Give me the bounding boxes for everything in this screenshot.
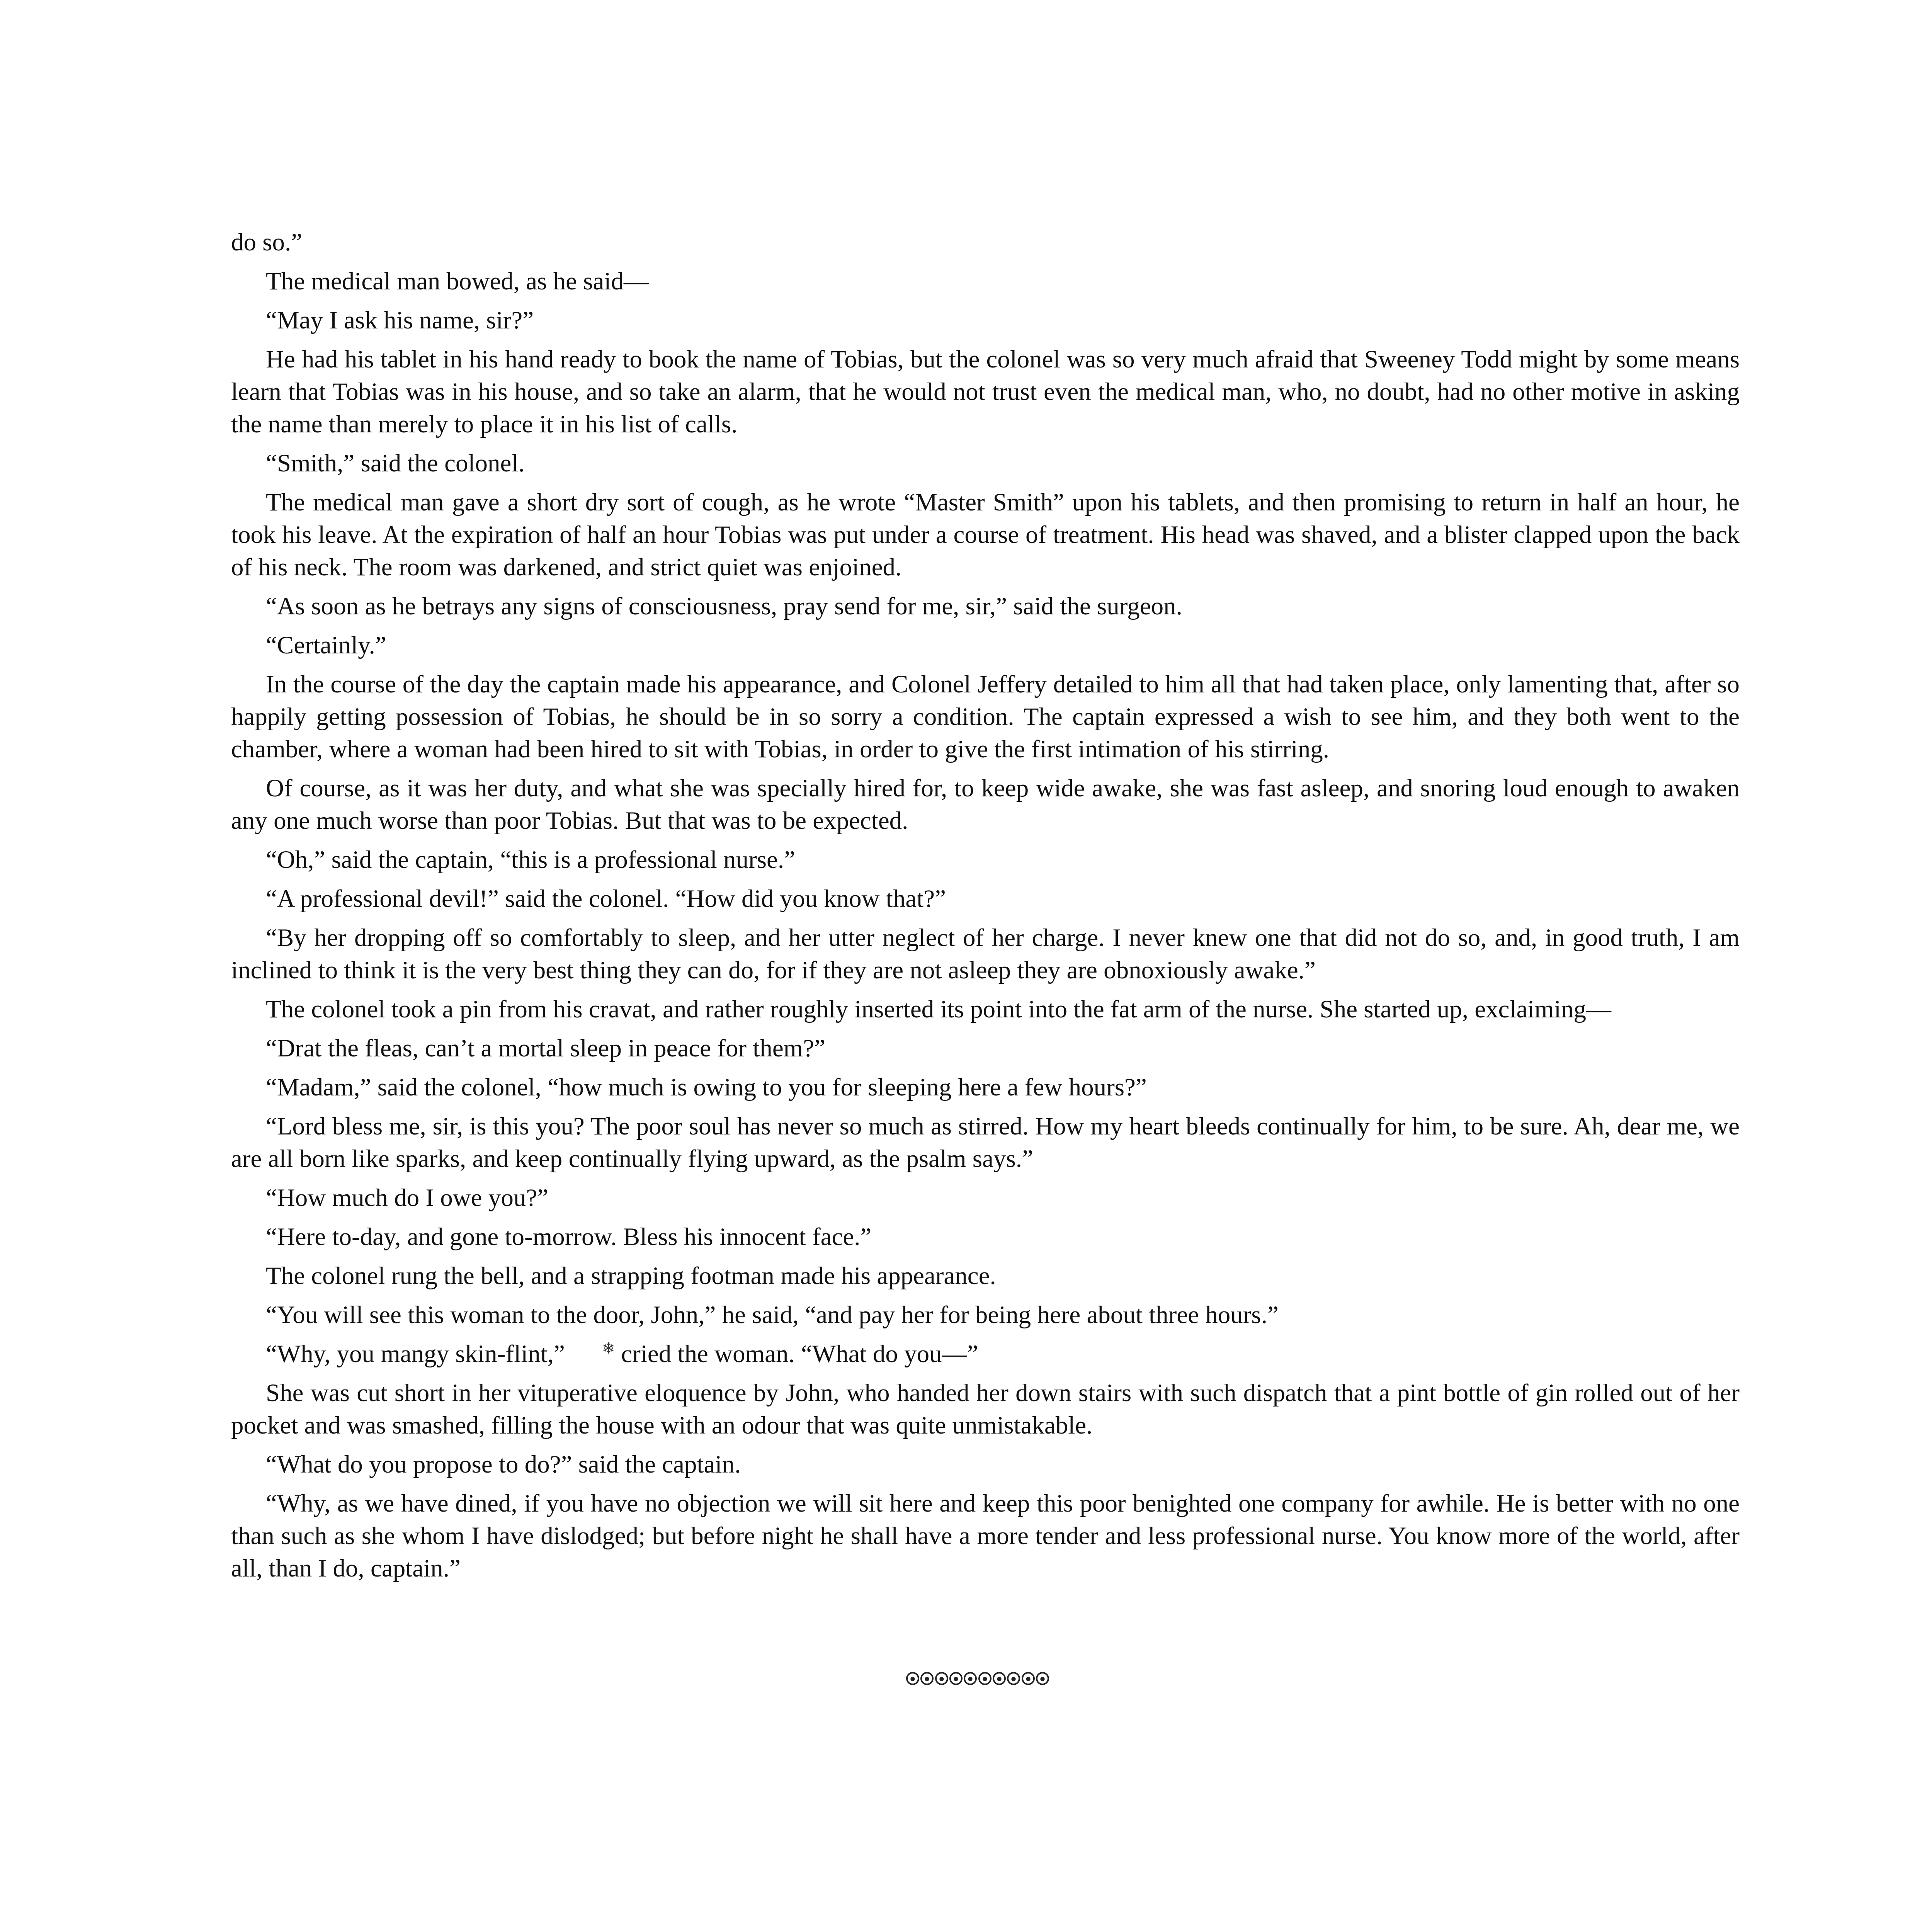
paragraph: “Here to-day, and gone to-morrow. Bless his innocent face.” — [266, 1223, 872, 1251]
paragraph: “Smith,” said the colonel. — [266, 449, 525, 477]
paragraph: do so.” — [231, 228, 303, 256]
paragraph: The medical man gave a short dry sort of cough, as he wrote “Master Smith” upon his tablets, and then promising to return in half an hour, he took his leave. At the expiration of half an hour Tobias was put under a course of treatment. His head was shaved, and a blister clapped upon the back of his neck. The room was darkened, and strict quiet was enjoined. — [231, 488, 1740, 581]
paragraph-with-footnote — [231, 1338, 1740, 1370]
paragraph: He had his tablet in his hand ready to book the name of Tobias, but the colonel was so very much afraid that Sweeney Todd might by some means learn that Tobias was in his house, and so take an alarm, that he would not trust even the medical man, who, no doubt, had no other motive in asking the name than merely to place it in his list of calls. — [231, 345, 1740, 438]
paragraph: “Madam,” said the colonel, “how much is owing to you for sleeping here a few hours?” — [266, 1073, 1147, 1101]
paragraph: She was cut short in her vituperative eloquence by John, who handed her down stairs with such dispatch that a pint bottle of gin rolled out of her pocket and was smashed, filling the house with an odour that was quite unmistakable. — [231, 1379, 1740, 1439]
ornament-icon — [993, 1672, 1006, 1685]
footnote-marker-icon[interactable]: ❄ — [602, 1340, 615, 1357]
paragraph: “A professional devil!” said the colonel. “How did you know that?” — [266, 885, 946, 913]
paragraph: “By her dropping off so comfortably to sleep, and her utter neglect of her charge. I never knew one that did not do so, and, in good truth, I am inclined to think it is the very best thing they can do, for if they are not asleep they are obnoxiously awake.” — [231, 924, 1740, 984]
paragraph: The colonel rung the bell, and a strapping footman made his appearance. — [266, 1262, 996, 1290]
ornament-icon — [978, 1672, 992, 1685]
ornament-icon — [1022, 1672, 1035, 1685]
paragraph: Of course, as it was her duty, and what she was specially hired for, to keep wide awake, she was fast asleep, and snoring loud enough to awaken any one much worse than poor Tobias. But that was to be expected. — [231, 774, 1740, 835]
section-divider — [906, 1671, 1049, 1686]
ornament-icon — [920, 1672, 934, 1685]
paragraph: In the course of the day the captain made his appearance, and Colonel Jeffery detailed to him all that had taken place, only lamenting that, after so happily getting possession of Tobias, he should be in so sorry a condition. The captain expressed a wish to see him, and they both went to the chamber, where a woman had been hired to sit with Tobias, in order to give the first intimation of his stirring. — [231, 670, 1740, 763]
paragraph: “Lord bless me, sir, is this you? The poor soul has never so much as stirred. How my heart bleeds continually for him, to be sure. Ah, dear me, we are all born like sparks, and keep continually flying upward, as the psalm says.” — [231, 1112, 1740, 1173]
ornament-icon — [1036, 1672, 1049, 1685]
paragraph: “As soon as he betrays any signs of consciousness, pray send for me, sir,” said the surgeon. — [266, 592, 1182, 620]
paragraph: “Certainly.” — [266, 631, 386, 659]
ornament-icon — [906, 1672, 919, 1685]
ornament-icon — [964, 1672, 977, 1685]
ornament-icon — [935, 1672, 948, 1685]
ornament-icon — [1007, 1672, 1020, 1685]
paragraph-text: “Why, you mangy skin-flint,” — [266, 1340, 565, 1368]
paragraph-text: cried the woman. “What do you—” — [621, 1340, 978, 1368]
ornament-icon — [949, 1672, 963, 1685]
paragraph: “Oh,” said the captain, “this is a professional nurse.” — [266, 846, 795, 874]
paragraph: “Why, as we have dined, if you have no objection we will sit here and keep this poor benighted one company for awhile. He is better with no one than such as she whom I have dislodged; but before night he shall have a more tender and less professional nurse. You know more of the world, after all, than I do, captain.” — [231, 1490, 1740, 1582]
paragraph: “Drat the fleas, can’t a mortal sleep in peace for them?” — [266, 1034, 825, 1062]
body-text — [231, 226, 1740, 1591]
paragraph: “How much do I owe you?” — [266, 1184, 549, 1212]
paragraph: The medical man bowed, as he said— — [266, 267, 649, 295]
paragraph: “May I ask his name, sir?” — [266, 306, 534, 334]
paragraph: The colonel took a pin from his cravat, and rather roughly inserted its point into the fat arm of the nurse. She started up, exclaiming— — [266, 995, 1611, 1023]
paragraph: “You will see this woman to the door, John,” he said, “and pay her for being here about three hours.” — [266, 1301, 1279, 1329]
paragraph: “What do you propose to do?” said the captain. — [266, 1451, 741, 1478]
